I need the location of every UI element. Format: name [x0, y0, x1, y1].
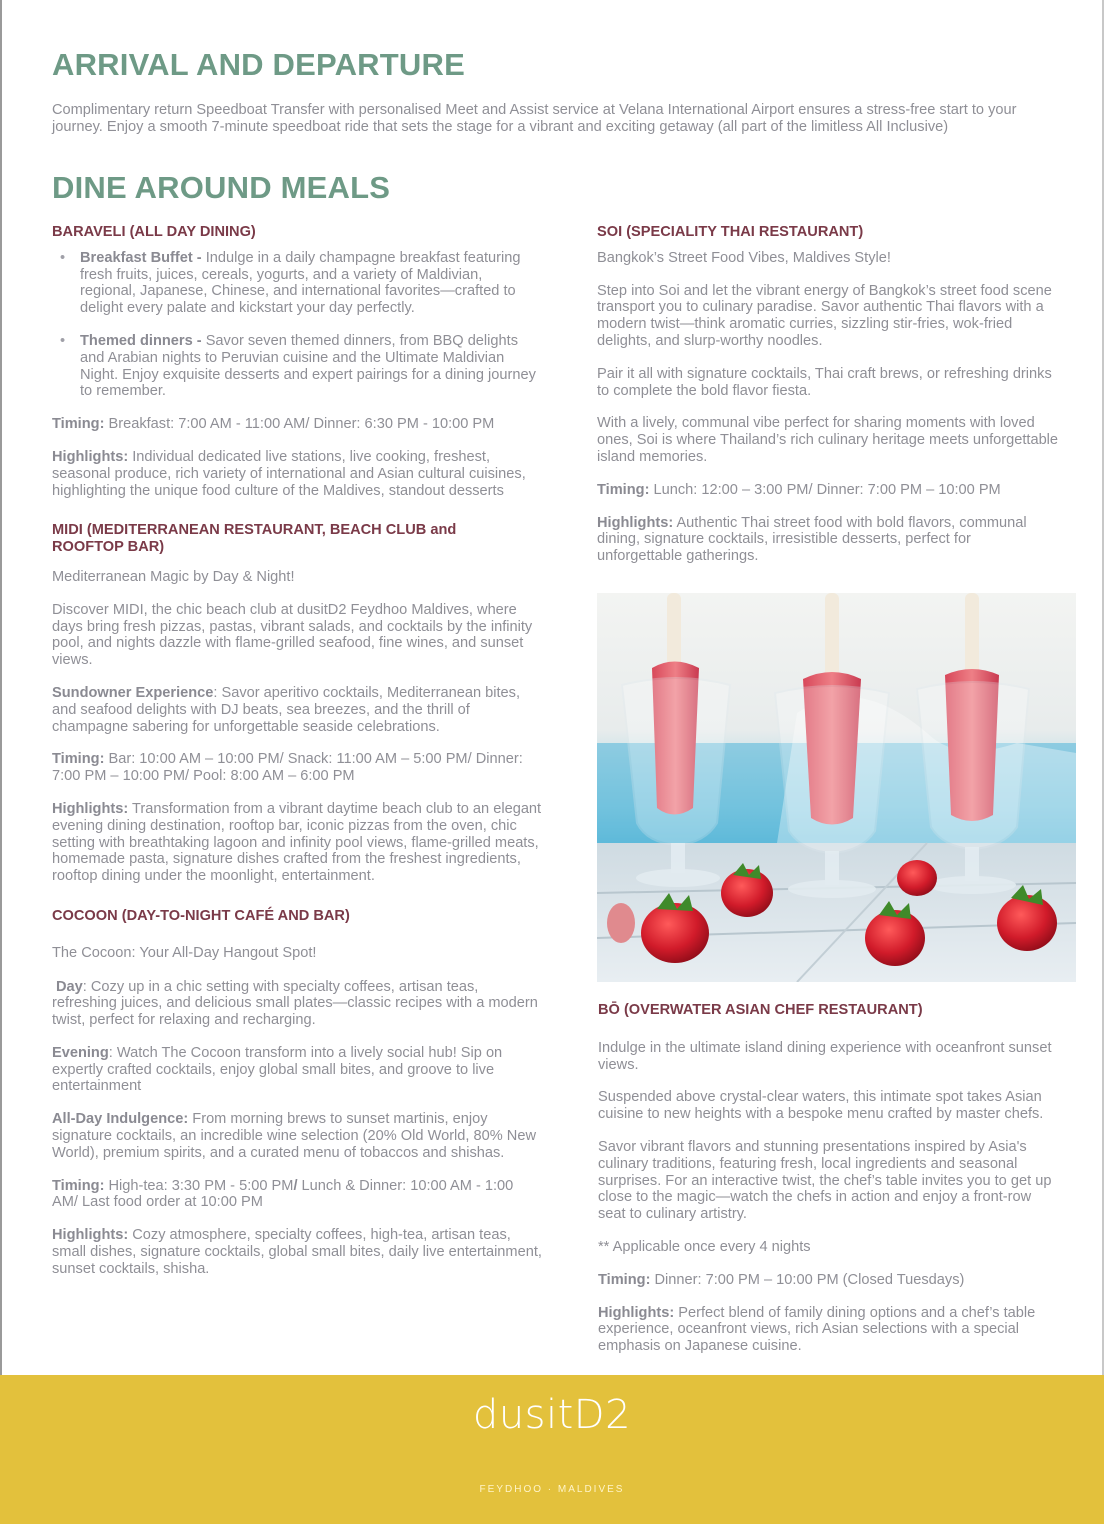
bo-p2: Suspended above crystal-clear waters, this intimate spot takes Asian cuisine to new heights with a bespoke menu crafted by master chefs.	[598, 1089, 1044, 1123]
cocoon-evening-text: : Watch The Cocoon transform into a lively social hub! Sip on expertly crafted cocktails, enjoy global small bites, and groove to live entertainment	[52, 1044, 503, 1095]
soi-timing-text: Lunch: 12:00 – 3:00 PM/ Dinner: 7:00 PM – 10:00 PM	[649, 481, 1001, 498]
soi-highlights-text: Authentic Thai street food with bold flavors, communal dining, signature cocktails, irresistible desserts, perfect for unforgettable gatherings.	[597, 514, 1027, 565]
themed-label: Themed dinners -	[80, 332, 202, 349]
bo-highlights	[598, 1305, 1060, 1355]
soi-tagline: Bangkok’s Street Food Vibes, Maldives Style!	[597, 249, 891, 266]
baraveli-highlights-label: Highlights:	[52, 448, 129, 465]
soi-p3: With a lively, communal vibe perfect for sharing moments with loved ones, Soi is where Thailand’s rich culinary heritage meets unforgettable island memories.	[597, 415, 1059, 465]
cocoon-evening-label: Evening	[52, 1044, 109, 1061]
soi-heading: SOI (SPECIALITY THAI RESTAURANT)	[597, 224, 864, 240]
bo-heading: BŌ (OVERWATER ASIAN CHEF RESTAURANT)	[598, 1002, 923, 1018]
baraveli-timing	[52, 416, 542, 433]
bo-p3: Savor vibrant flavors and stunning presentations inspired by Asia's culinary traditions, featuring fresh, local ingredients and seasonal surprises. For an interactive twist, the chef’s table invites you to get up close to the magic—watch the chefs in action and enjoy a front-row seat to culinary artistry.	[598, 1138, 1052, 1223]
baraveli-highlights-text: Individual dedicated live stations, live cooking, freshest, seasonal produce, rich variety of international and Asian cultural cuisines, highlighting the unique food culture of the Maldives, standout desserts	[52, 448, 526, 499]
bo-timing	[598, 1272, 1060, 1289]
baraveli-bullet-themed	[80, 333, 542, 400]
cocoon-timing-label: Timing:	[52, 1177, 105, 1194]
themed-text: Savor seven themed dinners, from BBQ delights and Arabian nights to Peruvian cuisine and the Ultimate Maldivian Night. Enjoy exquisite desserts and expert pairings for a dining journey to remember.	[80, 332, 536, 400]
breakfast-text: Indulge in a daily champagne breakfast featuring fresh fruits, juices, cereals, yogurts, and a variety of Maldivian, regional, Japanese, Chinese, and international favorites—crafted to delight every palate and kickstart your day perfectly.	[80, 249, 521, 317]
cocoon-allday	[52, 1111, 542, 1161]
cocoon-allday-label: All-Day Indulgence:	[52, 1111, 189, 1128]
midi-timing-text: Bar: 10:00 AM – 10:00 PM/ Snack: 11:00 AM – 5:00 PM/ Dinner: 7:00 PM – 10:00 PM/ Pool: 8:00 AM – 6:00 PM	[52, 751, 523, 785]
right-column-top	[597, 224, 1059, 565]
bo-highlights-text: Perfect blend of family dining options and a chef’s table experience, oceanfront views, rich Asian selections with a special emphasis on Japanese cuisine.	[598, 1304, 1036, 1355]
midi-sundowner	[52, 685, 542, 735]
midi-intro: Discover MIDI, the chic beach club at dusitD2 Feydhoo Maldives, where days bring fresh pizzas, pastas, vibrant salads, and cocktails by the infinity pool, and nights dazzle with flame-grilled seafood, fine wines, and sunset views.	[52, 601, 533, 669]
dine-title: DINE AROUND MEALS	[52, 170, 391, 205]
midi-timing-label: Timing:	[52, 751, 105, 768]
baraveli-bullet-breakfast	[80, 250, 542, 317]
cocoon-allday-text: From morning brews to sunset martinis, enjoy signature cocktails, an incredible wine selection (20% Old World, 80% New World), premium spirits, and a curated menu of tobaccos and shishas.	[52, 1111, 536, 1161]
cocoon-timing-text2: Lunch & Dinner: 10:00 AM - 1:00 AM/ Last food order at 10:00 PM	[52, 1177, 514, 1211]
bo-note: ** Applicable once every 4 nights	[598, 1238, 811, 1255]
baraveli-highlights	[52, 449, 542, 499]
midi-sundowner-text: : Savor aperitivo cocktails, Mediterranean bites, and seafood delights with DJ beats, sea breezes, and the thrill of champagne sabering for unforgettable seaside celebrations.	[52, 684, 521, 735]
cocoon-tagline: The Cocoon: Your All-Day Hangout Spot!	[52, 944, 317, 961]
soi-highlights	[597, 515, 1059, 565]
breakfast-label: Breakfast Buffet -	[80, 249, 202, 266]
brand-location: FEYDHOO · MALDIVES	[479, 1484, 625, 1495]
soi-p2: Pair it all with signature cocktails, Thai craft brews, or refreshing drinks to complete the bold flavor fiesta.	[597, 365, 1052, 399]
baraveli-list	[52, 250, 542, 400]
cocoon-timing-text: High-tea: 3:30 PM - 5:00 PM	[104, 1177, 294, 1194]
page-edge-left	[0, 0, 2, 1375]
midi-tagline: Mediterranean Magic by Day & Night!	[52, 568, 295, 585]
cocoon-heading: COCOON (DAY-TO-NIGHT CAFÉ AND BAR)	[52, 907, 350, 924]
bo-highlights-label: Highlights:	[598, 1304, 675, 1321]
baraveli-heading: BARAVELI (ALL DAY DINING)	[52, 224, 256, 240]
cocoon-highlights	[52, 1227, 542, 1277]
right-column-bottom	[598, 1002, 1060, 1355]
cocoon-timing-slash: /	[293, 1177, 298, 1194]
soi-p1: Step into Soi and let the vibrant energy of Bangkok’s street food scene transport you to culinary paradise. Savor authentic Thai flavors with a modern twist—think aromatic curries, sizzling stir-fries, wok-fried delights, and slurp-worthy noodles.	[597, 282, 1052, 349]
soi-timing	[597, 482, 1059, 499]
cocoon-timing	[52, 1178, 542, 1212]
cocoon-evening	[52, 1045, 542, 1095]
bo-timing-label: Timing:	[598, 1271, 651, 1288]
popsicle-illustration	[597, 593, 1076, 982]
cocoon-day-text: : Cozy up in a chic setting with specialty coffees, artisan teas, refreshing juices, and delicious small plates—classic recipes with a modern twist, perfect for relaxing and recharging.	[52, 978, 538, 1029]
bo-timing-text: Dinner: 7:00 PM – 10:00 PM (Closed Tuesdays)	[650, 1271, 965, 1288]
bo-p1: Indulge in the ultimate island dining experience with oceanfront sunset views.	[598, 1039, 1052, 1073]
left-column	[52, 224, 542, 1278]
midi-highlights-text: Transformation from a vibrant daytime beach club to an elegant evening dining destination, rooftop bar, iconic pizzas from the oven, chic setting with breathtaking lagoon and infinity pool views, flame-grilled meats, homemade pasta, signature dishes crafted from the freshest ingredients, rooftop dining under the moonlight, entertainment.	[52, 800, 542, 885]
midi-sundowner-label: Sundowner Experience	[52, 684, 214, 701]
arrival-title: ARRIVAL AND DEPARTURE	[52, 47, 465, 82]
midi-heading: MIDI (MEDITERRANEAN RESTAURANT, BEACH CLUB and ROOFTOP BAR)	[52, 522, 457, 556]
cocoon-day-label: Day	[56, 978, 83, 995]
arrival-text: Complimentary return Speedboat Transfer with personalised Meet and Assist service at Velana International Airport ensures a stress-free start to your journey. Enjoy a smooth 7-minute speedboat ride that sets the stage for a vibrant and exciting getaway (all part of the limitless All Inclusive)	[52, 102, 1017, 135]
cocoon-highlights-label: Highlights:	[52, 1227, 129, 1244]
popsicle-photo	[597, 593, 1076, 982]
cocoon-day	[52, 979, 542, 1029]
brand-logo: dusitD2	[472, 1392, 632, 1438]
cocoon-highlights-text: Cozy atmosphere, specialty coffees, high-tea, artisan teas, small dishes, signature cocktails, global small bites, daily live entertainment, sunset cocktails, shisha.	[52, 1227, 542, 1277]
baraveli-timing-text: Breakfast: 7:00 AM - 11:00 AM/ Dinner: 6:30 PM - 10:00 PM	[104, 416, 495, 433]
soi-timing-label: Timing:	[597, 481, 650, 498]
midi-timing	[52, 751, 542, 785]
soi-highlights-label: Highlights:	[597, 514, 674, 531]
baraveli-timing-label: Timing:	[52, 416, 105, 433]
midi-highlights-label: Highlights:	[52, 800, 129, 817]
midi-highlights	[52, 801, 542, 885]
